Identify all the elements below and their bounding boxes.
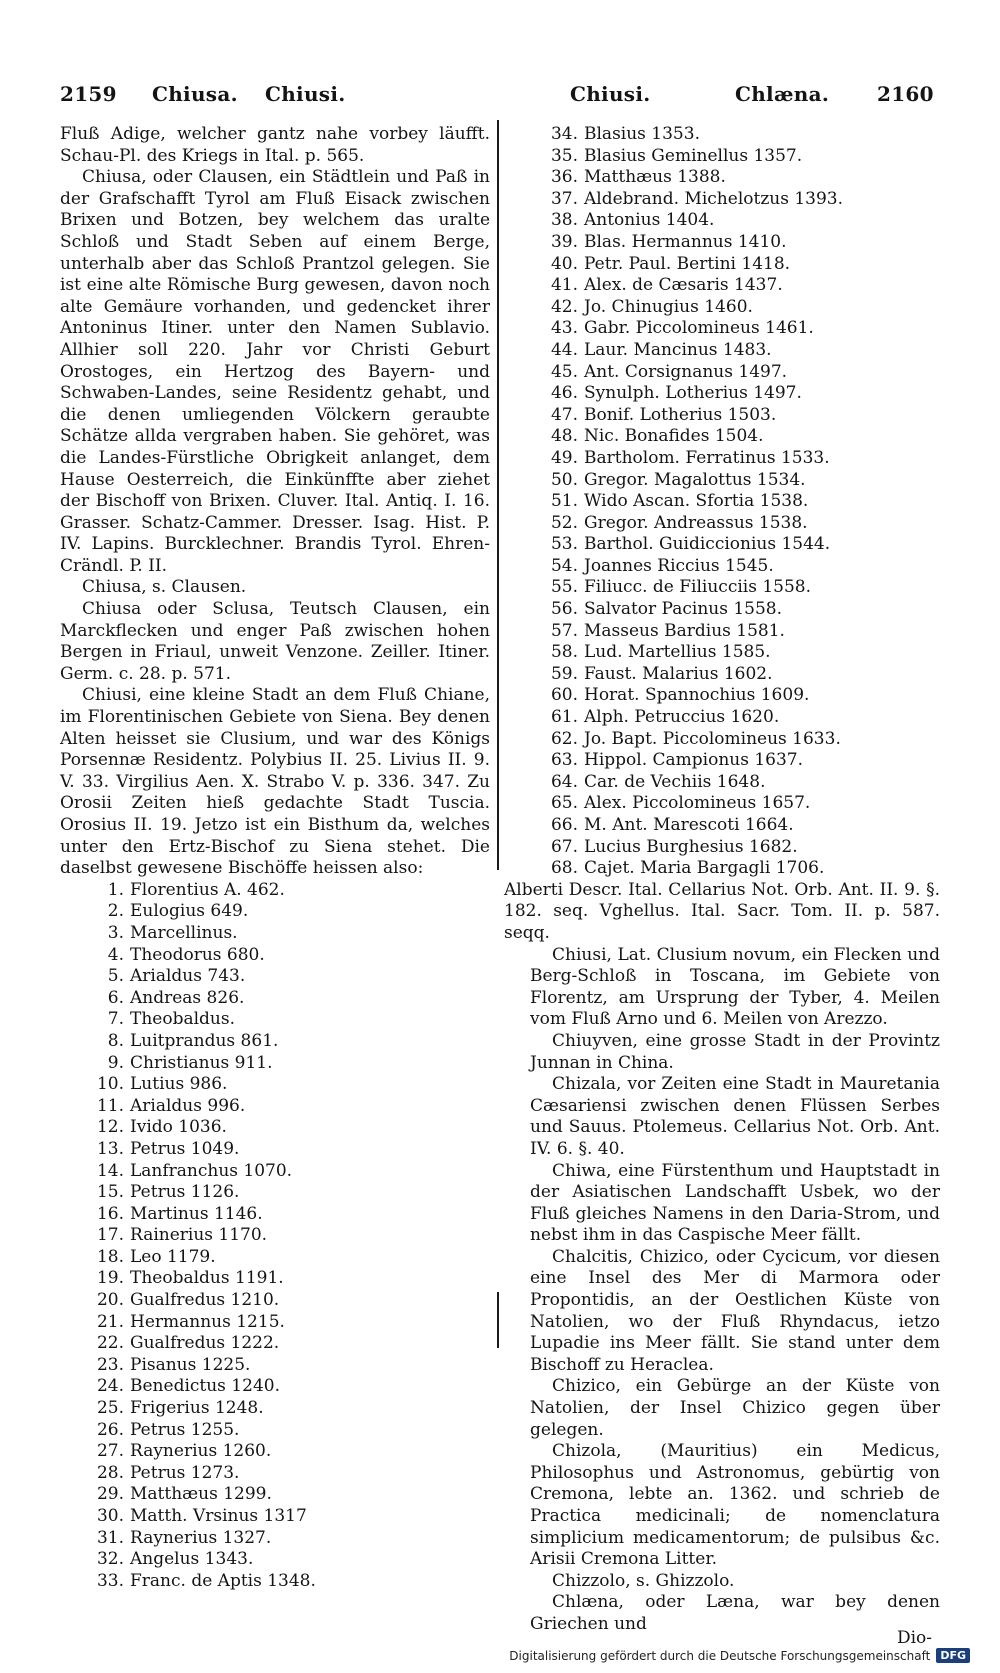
list-item: 18. Leo 1179. (96, 1246, 216, 1267)
running-head-left-2: Chiusi. (265, 82, 346, 106)
footer-text: Digitalisierung gefördert durch die Deutsche Forschungsgemeinschaft (509, 1648, 931, 1663)
left-column (60, 124, 490, 1592)
catchword: Dio- (896, 1628, 932, 1648)
list-item: 52. Gregor. Andreassus 1538. (550, 512, 808, 533)
list-item: 60. Horat. Spannochius 1609. (550, 685, 810, 706)
list-item: 31. Raynerius 1327. (96, 1527, 272, 1548)
list-item: 20. Gualfredus 1210. (96, 1290, 280, 1311)
list-item: 37. Aldebrand. Michelotzus 1393. (550, 188, 844, 209)
list-item: 8. Luitprandus 861. (107, 1030, 279, 1051)
right-column (504, 124, 940, 1636)
entry-chlaena: Chlæna, oder Læna, war bey denen Griechen und (530, 1592, 940, 1634)
list-item: 57. Masseus Bardius 1581. (550, 620, 785, 641)
list-item: 5. Arialdus 743. (107, 966, 246, 987)
entry-chalcitis: Chalcitis, Chizico, oder Cycicum, vor diesen eine Insel des Mer di Marmora oder Propontidis, an der Oestlichen Küste von Natolien, wo der Fluß Rhyndacus, ietzo Lupadie ins Meer fällt. Sie stand unter dem Bischoff zu Heraclea. (530, 1246, 940, 1375)
list-item: 10. Lutius 986. (96, 1074, 228, 1095)
list-item: 48. Nic. Bonafides 1504. (550, 426, 764, 447)
entry-chiusa-clausen: Chiusa, oder Clausen, ein Städtlein und Paß in der Grafschafft Tyrol am Fluß Eisack zwischen Brixen und Botzen, bey welchem das uralte Schloß und Stadt Seben auf einem Berge, unterhalb aber das Schloß Prantzol gelegen. Sie ist eine alte Römische Burg gewesen, davon noch alte Gemäure vorhanden, und gedencket ihrer Antoninus Itiner. unter den Namen Sublavio. Allhier soll 220. Jahr vor Christi Geburt Orostoges, ein Hertzog des Bayern- und Schwaben-Landes, seine Residentz gehabt, und die denen umliegenden Völckern geraubte Schätze allda vergraben haben. Sie gehöret, was die Landes-Fürstliche Obrigkeit anlanget, dem Hause Oesterreich, die Einkünffte aber ziehet der Bischoff von Brixen. Cluver. Ital. Antiq. I. 16. Grasser. Schatz-Cammer. Dresser. Isag. Hist. P. IV. Lapins. Burcklechner. Brandis Tyrol. Ehren-Crändl. P. II. (60, 167, 490, 576)
entry-chizico: Chizico, ein Gebürge an der Küste von Natolien, der Insel Chizico gegen über gelegen. (530, 1376, 940, 1440)
list-item: 54. Joannes Riccius 1545. (550, 555, 774, 576)
list-item: 14. Lanfranchus 1070. (96, 1160, 293, 1181)
list-item: 49. Bartholom. Ferratinus 1533. (550, 447, 830, 468)
list-item: 41. Alex. de Cæsaris 1437. (550, 275, 783, 296)
list-item: 50. Gregor. Magalottus 1534. (550, 469, 806, 490)
list-item: 40. Petr. Paul. Bertini 1418. (550, 253, 791, 274)
list-item: 63. Hippol. Campionus 1637. (550, 750, 804, 771)
list-item: 29. Matthæus 1299. (96, 1484, 272, 1505)
list-item: 45. Ant. Corsignanus 1497. (550, 361, 788, 382)
list-item: 34. Blasius 1353. (550, 124, 700, 144)
list-item: 67. Lucius Burghesius 1682. (550, 836, 798, 857)
references: Alberti Descr. Ital. Cellarius Not. Orb. Ant. II. 9. §. 182. seq. Vghellus. Ital. Sacr. Tom. II. p. 587. seqq. (504, 879, 940, 943)
list-item: 16. Martinus 1146. (96, 1203, 263, 1224)
list-item: 65. Alex. Piccolomineus 1657. (550, 793, 811, 814)
list-item: 13. Petrus 1049. (96, 1138, 240, 1159)
page-number-right: 2160 (877, 82, 934, 106)
running-head-right-1: Chiusi. (570, 82, 651, 106)
entry-chizala: Chizala, vor Zeiten eine Stadt in Mauretania Cæsariensi zwischen denen Flüssen Serbes und Sauus. Ptolemeus. Cellarius Not. Orb. Ant. IV. 6. §. 40. (530, 1074, 940, 1159)
entry-chiusi-novum: Chiusi, Lat. Clusium novum, ein Flecken und Berg-Schloß in Toscana, im Gebiete von Florentz, am Ursprung der Tyber, 4. Meilen vom Fluß Arno und 6. Meilen von Arezzo. (530, 944, 940, 1030)
list-item: 17. Rainerius 1170. (96, 1225, 268, 1246)
list-item: 22. Gualfredus 1222. (96, 1333, 280, 1354)
list-item: 21. Hermannus 1215. (96, 1311, 285, 1332)
list-item: 59. Faust. Malarius 1602. (550, 663, 773, 684)
entry-chiusi: Chiusi, eine kleine Stadt an dem Fluß Chiane, im Florentinischen Gebiete von Siena. Bey denen Alten heisset sie Clusium, und war des Königs Porsennæ Residentz. Polybius II. 25. Livius II. 9. V. 33. Virgilius Aen. X. Strabo V. p. 336. 347. Zu Orosii Zeiten hieß gedachte Stadt Tuscia. Orosius II. 19. Jetzo ist ein Bisthum da, welches unter den Ertz-Bischof zu Siena stehet. Die daselbst gewesene Bischöffe heissen also: (60, 685, 490, 879)
running-head-right-2: Chlæna. (735, 82, 830, 106)
list-item: 30. Matth. Vrsinus 1317 (96, 1506, 307, 1526)
entry-chiusa-ref: Chiusa, s. Clausen. (82, 577, 247, 598)
list-item: 2. Eulogius 649. (107, 901, 249, 922)
list-item: 4. Theodorus 680. (107, 944, 265, 965)
list-item: 56. Salvator Pacinus 1558. (550, 599, 783, 620)
entry-chizola: Chizola, (Mauritius) ein Medicus, Philosophus und Astronomus, gebürtig von Cremona, lebte an. 1362. und schrieb de Practica medicinali; de nomenclatura simplicium medicamentorum; de pulsibus &c. Arisii Cremona Litter. (530, 1441, 940, 1570)
list-item: 46. Synulph. Lotherius 1497. (550, 383, 802, 404)
list-item: 1. Florentius A. 462. (107, 879, 285, 900)
list-item: 43. Gabr. Piccolomineus 1461. (550, 318, 814, 339)
page-number-left: 2159 (60, 82, 117, 106)
list-item: 51. Wido Ascan. Sfortia 1538. (550, 491, 809, 512)
list-item: 6. Andreas 826. (107, 987, 245, 1008)
entry-chiwa: Chiwa, eine Fürstenthum und Hauptstadt in der Asiatischen Landschafft Usbek, wo der Fluß gleiches Namens in den Daria-Strom, und nebst ihm in das Caspische Meer fällt. (530, 1160, 940, 1246)
list-item: 39. Blas. Hermannus 1410. (550, 231, 787, 252)
list-item: 35. Blasius Geminellus 1357. (550, 145, 803, 166)
list-item: 58. Lud. Martellius 1585. (550, 642, 771, 663)
list-item: 19. Theobaldus 1191. (96, 1268, 284, 1289)
column-divider-lower (497, 1292, 499, 1348)
list-item: 38. Antonius 1404. (550, 210, 715, 231)
list-item: 9. Christianus 911. (107, 1052, 273, 1073)
list-item: 11. Arialdus 996. (96, 1095, 246, 1116)
bishop-list-left (60, 880, 490, 1593)
list-item: 7. Theobaldus. (107, 1009, 235, 1030)
running-head-left-1: Chiusa. (152, 82, 238, 106)
bishop-list-right (530, 124, 940, 880)
list-item: 62. Jo. Bapt. Piccolomineus 1633. (550, 728, 841, 749)
list-item: 68. Cajet. Maria Bargagli 1706. (550, 858, 825, 879)
list-item: 24. Benedictus 1240. (96, 1376, 280, 1397)
entry-chiuyven: Chiuyven, eine grosse Stadt in der Provintz Junnan in China. (530, 1030, 940, 1073)
list-item: 33. Franc. de Aptis 1348. (96, 1570, 316, 1591)
list-item: 47. Bonif. Lotherius 1503. (550, 404, 777, 425)
list-item: 23. Pisanus 1225. (96, 1354, 251, 1375)
list-item: 61. Alph. Petruccius 1620. (550, 707, 780, 728)
list-item: 66. M. Ant. Marescoti 1664. (550, 815, 794, 835)
list-item: 15. Petrus 1126. (96, 1182, 240, 1203)
list-item: 28. Petrus 1273. (96, 1462, 240, 1483)
list-item: 55. Filiucc. de Filiucciis 1558. (550, 577, 812, 598)
list-item: 27. Raynerius 1260. (96, 1441, 272, 1462)
list-item: 44. Laur. Mancinus 1483. (550, 339, 772, 360)
list-item: 36. Matthæus 1388. (550, 167, 726, 188)
entry-chiusa-sclusa: Chiusa oder Sclusa, Teutsch Clausen, ein Marckflecken und enger Paß zwischen hohen Bergen in Friaul, unweit Venzone. Zeiller. Itiner. Germ. c. 28. p. 571. (60, 599, 490, 684)
list-item: 12. Ivido 1036. (96, 1117, 227, 1138)
list-item: 32. Angelus 1343. (96, 1549, 254, 1570)
list-item: 53. Barthol. Guidiccionius 1544. (550, 534, 831, 555)
digitization-footer (509, 1648, 970, 1663)
list-item: 3. Marcellinus. (107, 922, 238, 943)
column-divider (497, 120, 499, 870)
entry-chizzolo: Chizzolo, s. Ghizzolo. (552, 1570, 735, 1591)
list-item: 42. Jo. Chinugius 1460. (550, 296, 753, 317)
list-item: 25. Frigerius 1248. (96, 1398, 264, 1419)
list-item: 26. Petrus 1255. (96, 1419, 240, 1440)
list-item: 64. Car. de Vechiis 1648. (550, 771, 766, 792)
paragraph: Fluß Adige, welcher gantz nahe vorbey läufft. Schau-Pl. des Kriegs in Ital. p. 565. (60, 124, 490, 166)
dfg-logo: DFG (936, 1648, 970, 1663)
